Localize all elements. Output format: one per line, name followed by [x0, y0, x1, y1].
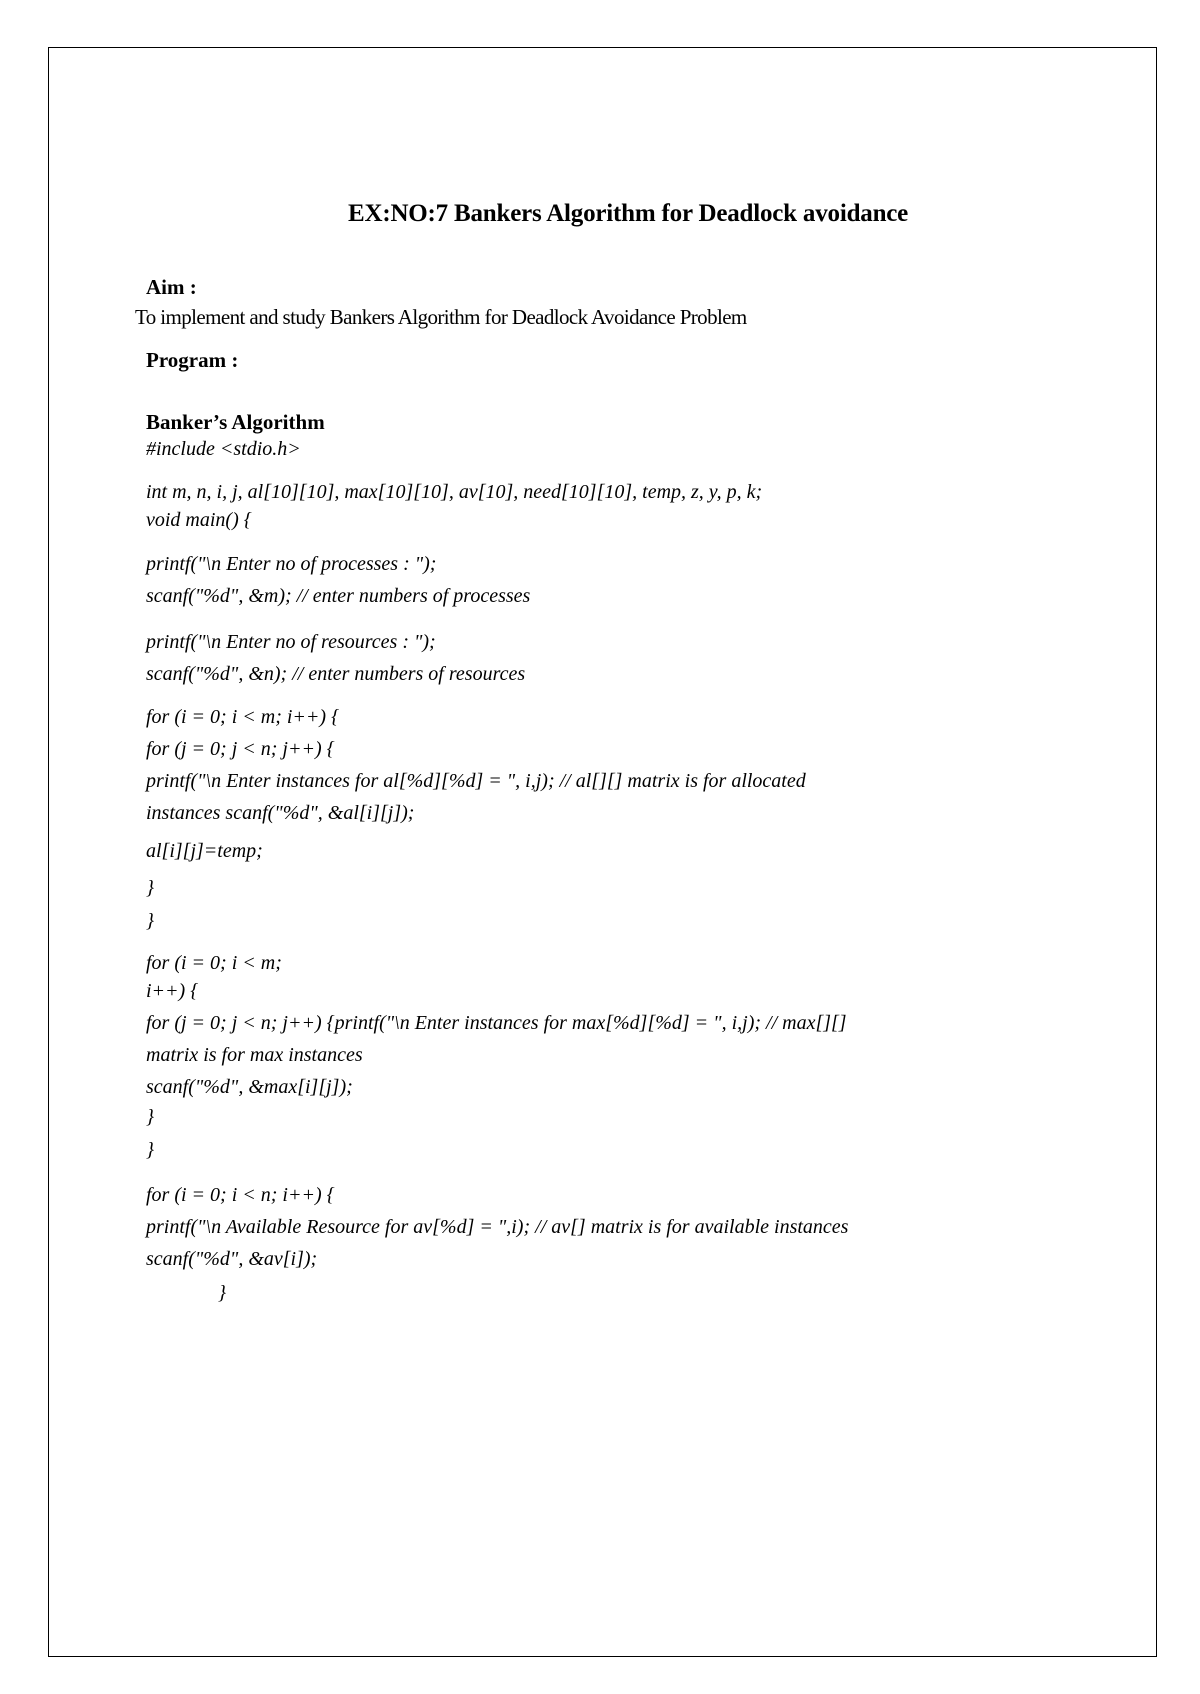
document-title: EX:NO:7 Bankers Algorithm for Deadlock avoidance: [348, 200, 909, 227]
code-line: }: [146, 910, 154, 932]
aim-text: To implement and study Bankers Algorithm for Deadlock Avoidance Problem: [135, 305, 747, 329]
section-heading: Banker’s Algorithm: [146, 410, 325, 434]
code-line: matrix is for max instances: [146, 1044, 363, 1066]
aim-heading: Aim :: [146, 275, 197, 299]
code-line: instances scanf("%d", &al[i][j]);: [146, 802, 415, 824]
code-line: }: [146, 877, 154, 899]
code-line: printf("\n Enter instances for al[%d][%d] = ", i,j); // al[][] matrix is for allocated: [146, 770, 806, 792]
program-heading: Program :: [146, 348, 239, 372]
code-line: int m, n, i, j, al[10][10], max[10][10], av[10], need[10][10], temp, z, y, p, k;: [146, 481, 763, 503]
code-line: scanf("%d", &m); // enter numbers of processes: [146, 585, 531, 607]
code-line: scanf("%d", &max[i][j]);: [146, 1076, 353, 1098]
code-line: i++) {: [146, 980, 199, 1002]
code-line: for (j = 0; j < n; j++) {printf("\n Enter instances for max[%d][%d] = ", i,j); // max[][]: [146, 1012, 847, 1034]
code-line: }: [146, 1106, 154, 1128]
code-line: printf("\n Enter no of resources : ");: [146, 631, 436, 653]
code-line: for (i = 0; i < m; i++) {: [146, 706, 340, 728]
code-line: }: [218, 1282, 226, 1304]
code-line: printf("\n Enter no of processes : ");: [146, 553, 437, 575]
code-line: #include <stdio.h>: [146, 438, 301, 460]
code-line: for (i = 0; i < n; i++) {: [146, 1184, 335, 1206]
code-line: void main() {: [146, 509, 252, 531]
code-line: al[i][j]=temp;: [146, 840, 263, 862]
code-line: }: [146, 1139, 154, 1161]
code-line: scanf("%d", &n); // enter numbers of resources: [146, 663, 526, 685]
code-line: printf("\n Available Resource for av[%d] = ",i); // av[] matrix is for available instances: [146, 1216, 849, 1238]
code-line: for (i = 0; i < m;: [146, 952, 282, 974]
code-line: for (j = 0; j < n; j++) {: [146, 738, 335, 760]
code-line: scanf("%d", &av[i]);: [146, 1248, 318, 1270]
